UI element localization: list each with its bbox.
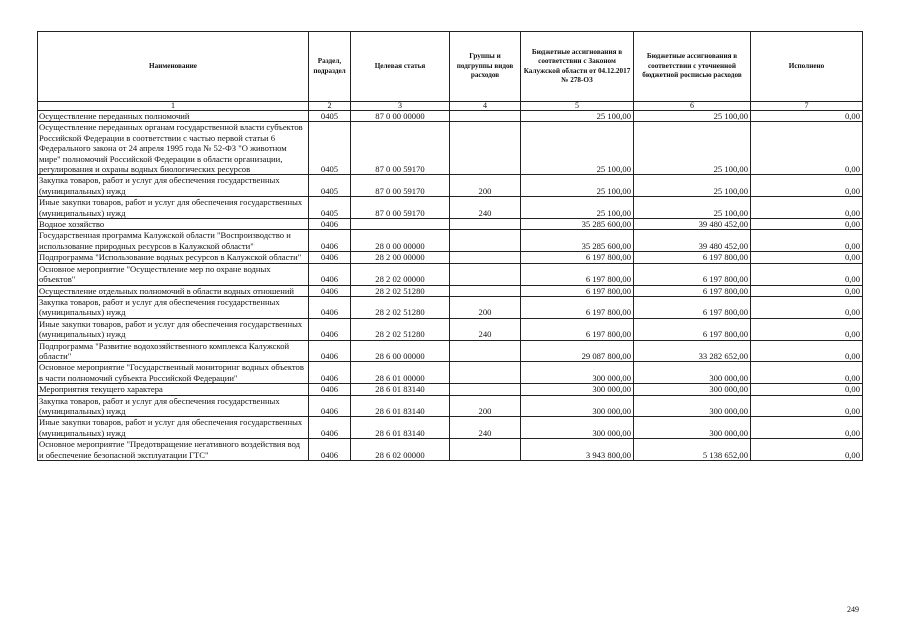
row-name: Основное мероприятие "Осуществление мер по охране водных объектов" xyxy=(38,263,309,285)
column-number: 7 xyxy=(751,102,863,111)
row-article: 28 2 02 00000 xyxy=(351,263,450,285)
row-name: Основное мероприятие "Государственный мониторинг водных объектов в части полномочий субъекта Российской Федерации" xyxy=(38,362,309,384)
row-name: Осуществление отдельных полномочий в области водных отношений xyxy=(38,285,309,296)
row-group xyxy=(450,252,521,263)
row-group xyxy=(450,340,521,362)
row-refined-amount: 25 100,00 xyxy=(634,111,751,122)
table-row xyxy=(38,252,863,263)
row-name: Закупка товаров, работ и услуг для обеспечения государственных (муниципальных) нужд xyxy=(38,175,309,197)
row-refined-amount: 300 000,00 xyxy=(634,362,751,384)
table-row xyxy=(38,384,863,395)
row-law-amount: 6 197 800,00 xyxy=(521,296,634,318)
row-article: 28 6 01 83140 xyxy=(351,384,450,395)
row-name: Иные закупки товаров, работ и услуг для обеспечения государственных (муниципальных) нужд xyxy=(38,318,309,340)
row-group xyxy=(450,219,521,230)
row-name: Иные закупки товаров, работ и услуг для обеспечения государственных (муниципальных) нужд xyxy=(38,417,309,439)
row-done-amount: 0,00 xyxy=(751,285,863,296)
row-law-amount: 25 100,00 xyxy=(521,111,634,122)
row-group xyxy=(450,122,521,175)
row-refined-amount: 39 480 452,00 xyxy=(634,230,751,252)
row-group: 240 xyxy=(450,197,521,219)
row-article: 28 6 01 83140 xyxy=(351,395,450,417)
row-article: 28 2 02 51280 xyxy=(351,318,450,340)
column-number-row xyxy=(38,102,863,111)
row-name: Закупка товаров, работ и услуг для обеспечения государственных (муниципальных) нужд xyxy=(38,296,309,318)
row-article: 28 2 00 00000 xyxy=(351,252,450,263)
row-refined-amount: 25 100,00 xyxy=(634,175,751,197)
row-name: Подпрограмма "Использование водных ресурсов в Калужской области" xyxy=(38,252,309,263)
row-name: Подпрограмма "Развитие водохозяйственного комплекса Калужской области" xyxy=(38,340,309,362)
table-row xyxy=(38,296,863,318)
page-number: 249 xyxy=(847,605,859,614)
row-group xyxy=(450,111,521,122)
row-section: 0406 xyxy=(309,362,351,384)
row-section: 0406 xyxy=(309,395,351,417)
row-section: 0405 xyxy=(309,111,351,122)
table-row xyxy=(38,340,863,362)
row-law-amount: 300 000,00 xyxy=(521,362,634,384)
row-name: Мероприятия текущего характера xyxy=(38,384,309,395)
col-refined-header: Бюджетные ассигнования в соответствии с уточненной бюджетной росписью расходов xyxy=(634,32,751,102)
table-row xyxy=(38,439,863,461)
row-section: 0406 xyxy=(309,219,351,230)
row-refined-amount: 6 197 800,00 xyxy=(634,318,751,340)
table-row xyxy=(38,175,863,197)
row-done-amount: 0,00 xyxy=(751,230,863,252)
row-refined-amount: 6 197 800,00 xyxy=(634,296,751,318)
row-done-amount: 0,00 xyxy=(751,219,863,230)
row-article: 28 6 02 00000 xyxy=(351,439,450,461)
row-section: 0405 xyxy=(309,197,351,219)
row-section: 0406 xyxy=(309,296,351,318)
row-done-amount: 0,00 xyxy=(751,395,863,417)
column-number: 1 xyxy=(38,102,309,111)
table-row xyxy=(38,230,863,252)
col-law-header: Бюджетные ассигнования в соответствии с Законом Калужской области от 04.12.2017 № 278-ОЗ xyxy=(521,32,634,102)
row-refined-amount: 25 100,00 xyxy=(634,122,751,175)
row-article: 87 0 00 00000 xyxy=(351,111,450,122)
row-section: 0406 xyxy=(309,285,351,296)
row-section: 0406 xyxy=(309,340,351,362)
row-article xyxy=(351,219,450,230)
row-done-amount: 0,00 xyxy=(751,296,863,318)
row-group: 240 xyxy=(450,318,521,340)
row-done-amount: 0,00 xyxy=(751,417,863,439)
row-name: Основное мероприятие "Предотвращение негативного воздействия вод и обеспечение безопасной эксплуатации ГТС" xyxy=(38,439,309,461)
row-group: 240 xyxy=(450,417,521,439)
column-number: 2 xyxy=(309,102,351,111)
row-article: 28 2 02 51280 xyxy=(351,285,450,296)
column-number: 3 xyxy=(351,102,450,111)
row-law-amount: 300 000,00 xyxy=(521,395,634,417)
column-number: 6 xyxy=(634,102,751,111)
row-group xyxy=(450,285,521,296)
row-section: 0406 xyxy=(309,230,351,252)
row-refined-amount: 25 100,00 xyxy=(634,197,751,219)
row-law-amount: 6 197 800,00 xyxy=(521,252,634,263)
row-name: Водное хозяйство xyxy=(38,219,309,230)
row-done-amount: 0,00 xyxy=(751,111,863,122)
row-group xyxy=(450,230,521,252)
row-law-amount: 6 197 800,00 xyxy=(521,318,634,340)
budget-table xyxy=(37,31,863,461)
row-refined-amount: 300 000,00 xyxy=(634,384,751,395)
row-law-amount: 6 197 800,00 xyxy=(521,285,634,296)
row-section: 0405 xyxy=(309,122,351,175)
row-section: 0406 xyxy=(309,252,351,263)
row-group: 200 xyxy=(450,175,521,197)
row-section: 0406 xyxy=(309,318,351,340)
row-group xyxy=(450,384,521,395)
row-done-amount: 0,00 xyxy=(751,175,863,197)
row-law-amount: 6 197 800,00 xyxy=(521,263,634,285)
table-row xyxy=(38,122,863,175)
table-row xyxy=(38,197,863,219)
row-refined-amount: 6 197 800,00 xyxy=(634,285,751,296)
header-row xyxy=(38,32,863,102)
table-row xyxy=(38,417,863,439)
row-name: Государственная программа Калужской области "Воспроизводство и использование природных ресурсов в Калужской области" xyxy=(38,230,309,252)
row-refined-amount: 5 138 652,00 xyxy=(634,439,751,461)
row-refined-amount: 300 000,00 xyxy=(634,395,751,417)
row-name: Иные закупки товаров, работ и услуг для обеспечения государственных (муниципальных) нужд xyxy=(38,197,309,219)
table-row xyxy=(38,285,863,296)
row-article: 28 0 00 00000 xyxy=(351,230,450,252)
row-done-amount: 0,00 xyxy=(751,263,863,285)
row-law-amount: 25 100,00 xyxy=(521,175,634,197)
row-done-amount: 0,00 xyxy=(751,252,863,263)
row-done-amount: 0,00 xyxy=(751,439,863,461)
row-law-amount: 300 000,00 xyxy=(521,417,634,439)
column-number: 4 xyxy=(450,102,521,111)
row-article: 28 6 00 00000 xyxy=(351,340,450,362)
row-done-amount: 0,00 xyxy=(751,340,863,362)
row-refined-amount: 39 480 452,00 xyxy=(634,219,751,230)
row-law-amount: 35 285 600,00 xyxy=(521,219,634,230)
col-section-header: Раздел, подраздел xyxy=(309,32,351,102)
col-done-header: Исполнено xyxy=(751,32,863,102)
row-article: 87 0 00 59170 xyxy=(351,197,450,219)
row-refined-amount: 300 000,00 xyxy=(634,417,751,439)
row-group xyxy=(450,439,521,461)
table-row xyxy=(38,111,863,122)
row-article: 87 0 00 59170 xyxy=(351,175,450,197)
row-done-amount: 0,00 xyxy=(751,384,863,395)
row-section: 0406 xyxy=(309,384,351,395)
table-row xyxy=(38,395,863,417)
row-law-amount: 29 087 800,00 xyxy=(521,340,634,362)
row-section: 0406 xyxy=(309,417,351,439)
row-section: 0405 xyxy=(309,175,351,197)
row-name: Закупка товаров, работ и услуг для обеспечения государственных (муниципальных) нужд xyxy=(38,395,309,417)
row-section: 0406 xyxy=(309,263,351,285)
row-group: 200 xyxy=(450,395,521,417)
row-refined-amount: 6 197 800,00 xyxy=(634,252,751,263)
table-row xyxy=(38,318,863,340)
row-group: 200 xyxy=(450,296,521,318)
row-group xyxy=(450,263,521,285)
row-done-amount: 0,00 xyxy=(751,122,863,175)
row-done-amount: 0,00 xyxy=(751,318,863,340)
row-article: 87 0 00 59170 xyxy=(351,122,450,175)
row-refined-amount: 33 282 652,00 xyxy=(634,340,751,362)
row-law-amount: 3 943 800,00 xyxy=(521,439,634,461)
row-law-amount: 300 000,00 xyxy=(521,384,634,395)
table-row xyxy=(38,219,863,230)
table-row xyxy=(38,263,863,285)
row-law-amount: 25 100,00 xyxy=(521,122,634,175)
col-group-header: Группы и подгруппы видов расходов xyxy=(450,32,521,102)
column-number: 5 xyxy=(521,102,634,111)
row-group xyxy=(450,362,521,384)
row-name: Осуществление переданных полномочий xyxy=(38,111,309,122)
row-done-amount: 0,00 xyxy=(751,197,863,219)
row-done-amount: 0,00 xyxy=(751,362,863,384)
row-article: 28 6 01 83140 xyxy=(351,417,450,439)
row-refined-amount: 6 197 800,00 xyxy=(634,263,751,285)
row-article: 28 6 01 00000 xyxy=(351,362,450,384)
row-section: 0406 xyxy=(309,439,351,461)
row-name: Осуществление переданных органам государственной власти субъектов Российской Федерации в соответствии с частью первой статьи 6 Федерального закона от 24 апреля 1995 года № 52-ФЗ "О животном мире" полномочий Российской Федерации в области организации, регулирования и охраны водных биологических ресурсов xyxy=(38,122,309,175)
row-law-amount: 35 285 600,00 xyxy=(521,230,634,252)
row-article: 28 2 02 51280 xyxy=(351,296,450,318)
table-row xyxy=(38,362,863,384)
col-article-header: Целевая статья xyxy=(351,32,450,102)
col-name-header: Наименование xyxy=(38,32,309,102)
row-law-amount: 25 100,00 xyxy=(521,197,634,219)
